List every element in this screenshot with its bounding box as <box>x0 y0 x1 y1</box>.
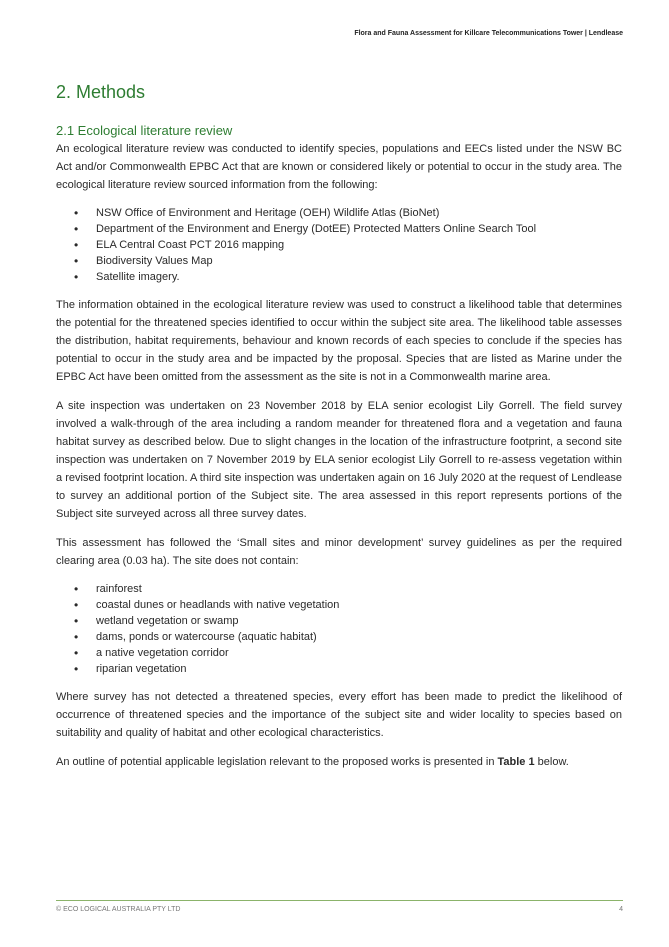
intro-paragraph: An ecological literature review was conducted to identify species, populations and EECs listed under the NSW BC Act and/or Commonwealth EPBC Act that are known or considered likely or potential to occur in the study area. The ecological literature review sourced information from the following: <box>56 143 622 191</box>
outline-text-end: below. <box>534 756 569 768</box>
list-item: • Department of the Environment and Energy (DotEE) Protected Matters Online Search Tool <box>96 221 622 237</box>
prediction-paragraph: Where survey has not detected a threatened species, every effort has been made to predict the likelihood of occurrence of threatened species and the importance of the subject site and wider locality to species based on suitability and quality of habitat and other ecological characteristics. <box>56 691 622 739</box>
sources-list <box>56 205 622 285</box>
footer-copyright: © ECO LOGICAL AUSTRALIA PTY LTD <box>56 906 181 913</box>
list-item: • Satellite imagery. <box>96 269 622 285</box>
list-item: • Biodiversity Values Map <box>96 253 622 269</box>
list-item: • rainforest <box>96 581 622 597</box>
list-item: • ELA Central Coast PCT 2016 mapping <box>96 237 622 253</box>
table-reference-link[interactable]: Table 1 <box>497 756 535 768</box>
running-header: Flora and Fauna Assessment for Killcare Telecommunications Tower | Lendlease <box>354 30 623 37</box>
list-item: • coastal dunes or headlands with native vegetation <box>96 597 622 613</box>
likelihood-paragraph: The information obtained in the ecological literature review was used to construct a likelihood table that determines the potential for the threatened species identified to occur within the subject site area. The likelihood table assesses the distribution, habitat requirements, behaviour and known records of each species to conclude if the species has potential to occur in the study area and be impacted by the proposal. Species that are listed as Marine under the EPBC Act have been omitted from the assessment as the site is not in a Commonwealth marine area. <box>56 299 622 383</box>
outline-paragraph <box>56 753 622 771</box>
list-item: • a native vegetation corridor <box>96 645 622 661</box>
list-item: • wetland vegetation or swamp <box>96 613 622 629</box>
footer-divider <box>56 900 623 901</box>
page-number: 4 <box>619 906 623 913</box>
subsection-title: 2.1 Ecological literature review <box>56 123 233 138</box>
page-content <box>56 82 622 782</box>
section-title: 2. Methods <box>56 82 146 102</box>
inspection-paragraph: A site inspection was undertaken on 23 November 2018 by ELA senior ecologist Lily Gorrell. The field survey involved a walk-through of the area including a random meander for threatened flora and a vegetation and fauna habitat survey as described below. Due to slight changes in the location of the infrastructure footprint, a second site inspection was undertaken on 7 November 2019 by ELA senior ecologist Lily Gorrell to re-assess vegetation within a revised footprint location. A third site inspection was undertaken again on 16 July 2020 at the request of Lendlease to survey an additional portion of the Subject site. The area assessed in this report represents portions of the Subject site surveyed across all three survey dates. <box>56 400 622 520</box>
list-item: • dams, ponds or watercourse (aquatic habitat) <box>96 629 622 645</box>
guidelines-paragraph: This assessment has followed the ‘Small sites and minor development’ survey guidelines as per the required clearing area (0.03 ha). The site does not contain: <box>56 537 622 567</box>
list-item: • riparian vegetation <box>96 661 622 677</box>
outline-text: An outline of potential applicable legislation relevant to the proposed works is presented in <box>56 756 498 768</box>
site-exclusions-list <box>56 581 622 677</box>
list-item: • NSW Office of Environment and Heritage (OEH) Wildlife Atlas (BioNet) <box>96 205 622 221</box>
